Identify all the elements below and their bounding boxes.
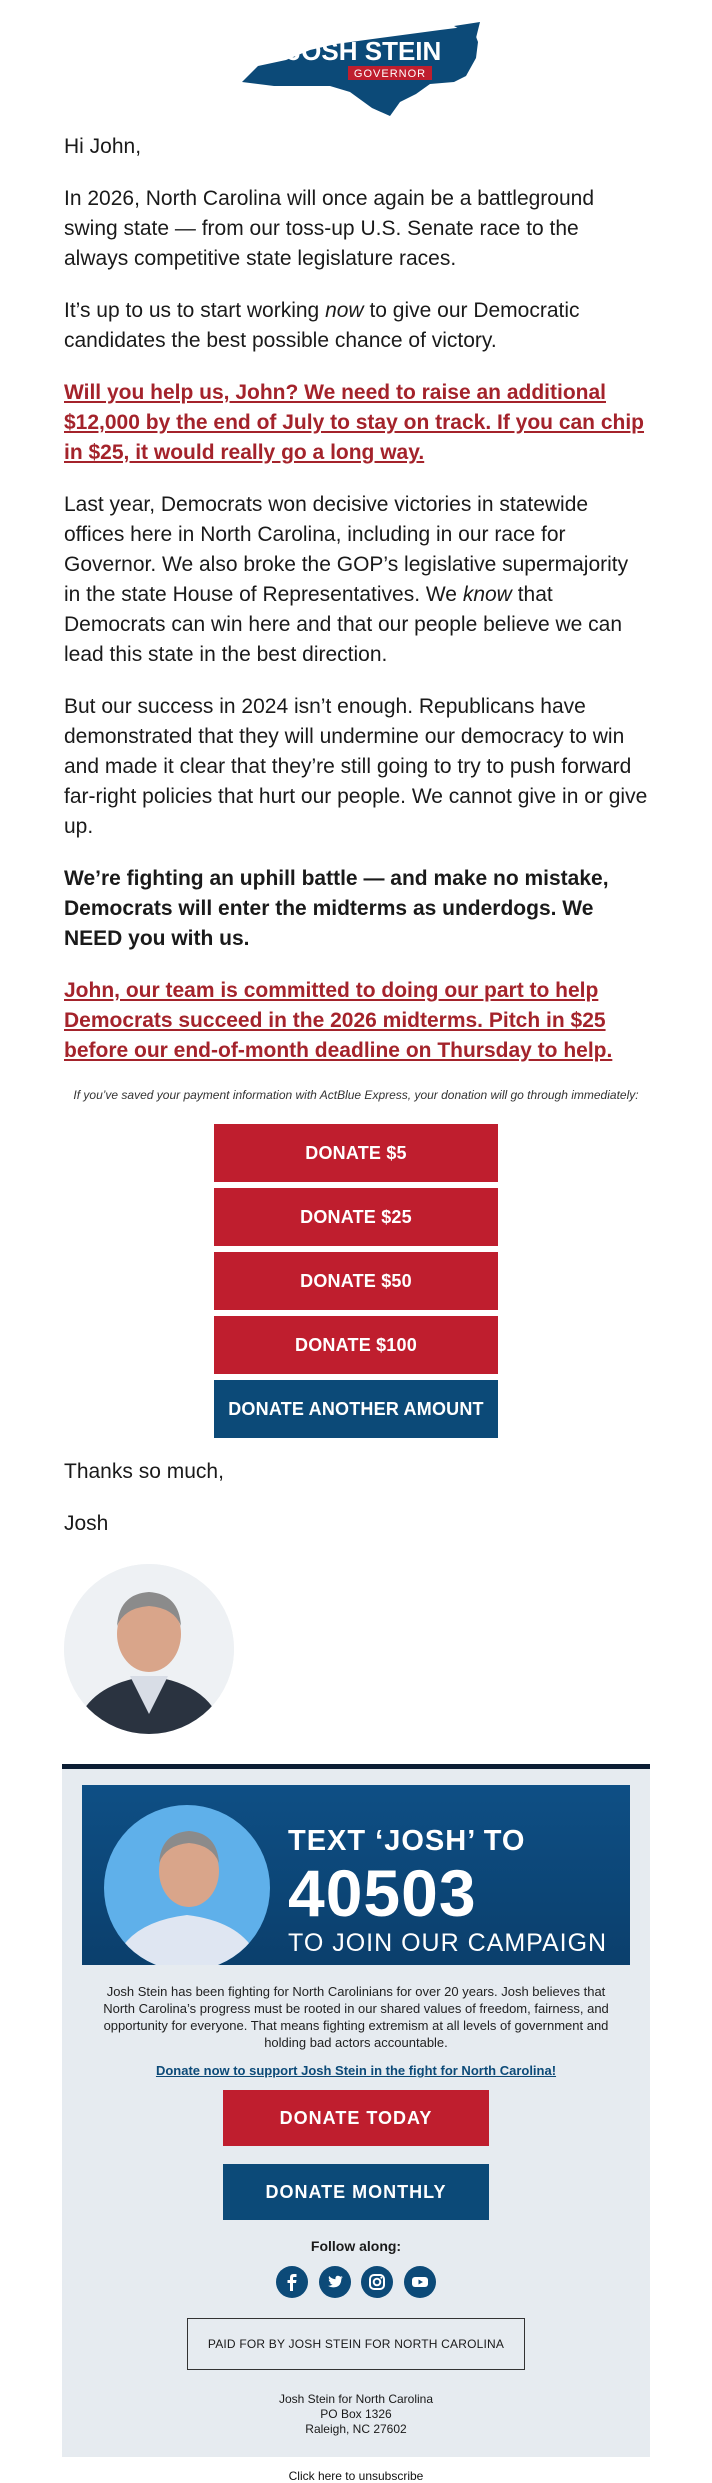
instagram-icon[interactable] [361, 2266, 393, 2298]
actblue-note: If you’ve saved your payment information with ActBlue Express, your donation will go through immediately: [73, 1088, 639, 1102]
text-to-join-banner[interactable] [82, 1785, 630, 1965]
message [0, 132, 712, 1734]
donate-today-button[interactable]: DONATE TODAY [223, 2090, 489, 2146]
social-links [82, 2266, 630, 2298]
about-text: Josh Stein has been fighting for North Carolinians for over 20 years. Josh believes that North Carolina’s progress must be rooted in our shared values of freedom, fairness, and opportunity for everyone. That means fighting extremism at all levels of government and holding bad actors accountable. [103, 1984, 609, 2050]
donate-5-button[interactable]: DONATE $5 [214, 1124, 498, 1182]
footer [62, 1764, 650, 2457]
unsubscribe [0, 2469, 712, 2483]
follow-label: Follow along: [310, 2238, 402, 2254]
donate-50-button[interactable]: DONATE $50 [214, 1252, 498, 1310]
donate-buttons [214, 1124, 498, 1438]
paragraph-3: Last year, Democrats won decisive victories in statewide offices here in North Carolina, including in our race for Governor. We also broke the GOP’s legislative supermajority in the state House of Representatives. We know that Democrats can win here and that our people believe we can lead this state in the best direction. [64, 493, 629, 666]
donate-link-2[interactable]: John, our team is committed to doing our part to help Democrats succeed in the 2026 midterms. Pitch in $25 before our end-of-month deadline on Thursday to help. [64, 979, 613, 1062]
paid-for-disclaimer: PAID FOR BY JOSH STEIN FOR NORTH CAROLINA [187, 2318, 525, 2370]
youtube-icon[interactable] [404, 2266, 436, 2298]
paragraph-2: It’s up to us to start working now to give our Democratic candidates the best possible chance of victory. [64, 299, 580, 352]
paragraph-5: We’re fighting an uphill battle — and make no mistake, Democrats will enter the midterms as underdogs. We NEED you with us. [64, 867, 609, 950]
banner-portrait [104, 1805, 270, 1965]
donate-monthly-button[interactable]: DONATE MONTHLY [223, 2164, 489, 2220]
footer-donate-link[interactable]: Donate now to support Josh Stein in the fight for North Carolina! [155, 2063, 557, 2078]
signature-name: Josh [64, 1512, 109, 1535]
paragraph-4: But our success in 2024 isn’t enough. Republicans have demonstrated that they will undermine our democracy to win and made it clear that they’re still going to try to push forward far-right policies that hurt our people. We cannot give in or give up. [64, 695, 648, 838]
header [0, 0, 712, 132]
donate-100-button[interactable]: DONATE $100 [214, 1316, 498, 1374]
paragraph-1: In 2026, North Carolina will once again be a battleground swing state — from our toss-up U.S. Senate race to the always competitive state legislature races. [64, 187, 595, 270]
donate-link-1[interactable]: Will you help us, John? We need to raise an additional $12,000 by the end of July to stay on track. If you can chip in $25, it would really go a long way. [64, 381, 645, 464]
unsubscribe-link[interactable]: Click here to unsubscribe [288, 2469, 424, 2483]
josh-stein-logo [240, 20, 482, 118]
banner-line-1: TEXT ‘JOSH’ TO [288, 1825, 526, 1857]
logo-name: JOSH STEIN [286, 36, 442, 66]
twitter-icon[interactable] [319, 2266, 351, 2298]
facebook-icon[interactable] [276, 2266, 308, 2298]
greeting: Hi John, [64, 135, 142, 158]
mailing-address: Josh Stein for North Carolina PO Box 1326 Raleigh, NC 27602 [278, 2392, 434, 2436]
logo-subtitle: GOVERNOR [353, 68, 427, 80]
donate-25-button[interactable]: DONATE $25 [214, 1188, 498, 1246]
banner-line-3: TO JOIN OUR CAMPAIGN [288, 1929, 608, 1957]
donate-other-amount-button[interactable]: DONATE ANOTHER AMOUNT [214, 1380, 498, 1438]
avatar [64, 1564, 234, 1734]
thanks-text: Thanks so much, [64, 1460, 224, 1483]
portrait-image [64, 1564, 234, 1734]
banner-number: 40503 [288, 1856, 477, 1930]
